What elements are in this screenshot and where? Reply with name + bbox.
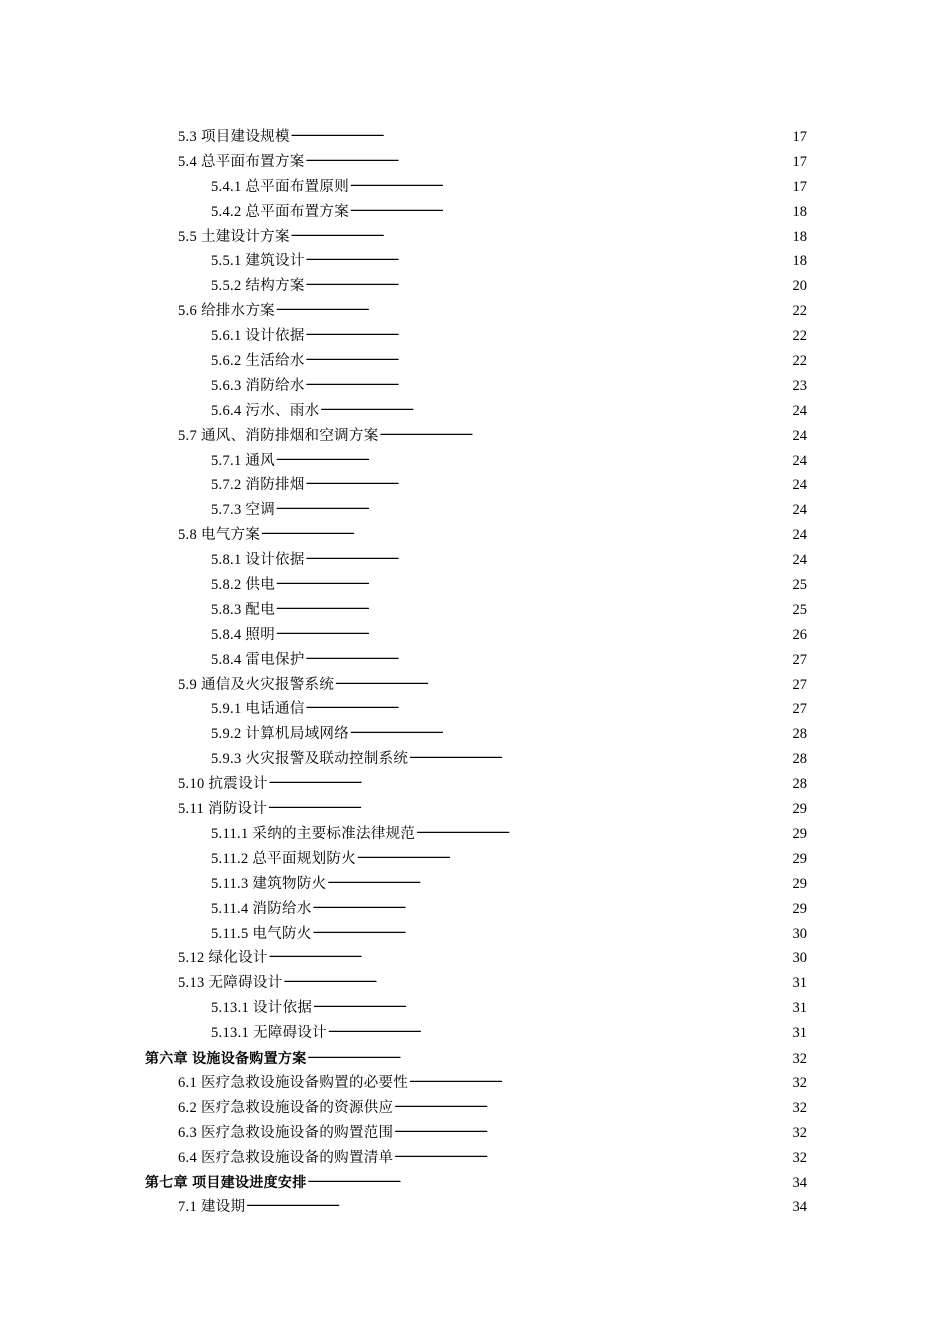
toc-dot-leader — [306, 550, 792, 564]
toc-page-number: 32 — [792, 1124, 807, 1141]
toc-entry[interactable] — [0, 722, 950, 747]
toc-entry-title: 5.13.1 设计依据 — [211, 1000, 313, 1017]
toc-entry[interactable] — [0, 374, 950, 399]
toc-entry[interactable] — [0, 697, 950, 722]
toc-page-number: 24 — [792, 427, 807, 444]
toc-page-number: 30 — [792, 925, 807, 942]
toc-entry[interactable] — [0, 598, 950, 623]
toc-dot-leader — [394, 1123, 791, 1137]
toc-page-number: 28 — [792, 751, 807, 768]
toc-entry-title: 5.4 总平面布置方案 — [178, 153, 305, 170]
toc-entry-title: 5.9.3 火灾报警及联动控制系统 — [211, 751, 409, 768]
toc-entry[interactable] — [0, 1021, 950, 1046]
toc-entry-title: 5.8.2 供电 — [211, 577, 276, 594]
toc-dot-leader — [269, 774, 792, 788]
toc-entry[interactable] — [0, 822, 950, 847]
toc-page-number: 25 — [792, 601, 807, 618]
toc-entry[interactable] — [0, 897, 950, 922]
toc-entry-title: 5.11.4 消防给水 — [211, 900, 312, 917]
toc-entry[interactable] — [0, 150, 950, 175]
toc-entry-title: 5.11.2 总平面规划防火 — [211, 850, 357, 867]
toc-dot-leader — [276, 600, 791, 614]
toc-entry-title: 5.11.1 采纳的主要标准法律规范 — [211, 825, 416, 842]
toc-dot-leader — [276, 451, 791, 465]
toc-chapter-entry[interactable] — [0, 1046, 950, 1071]
toc-entry[interactable] — [0, 623, 950, 648]
toc-entry[interactable] — [0, 523, 950, 548]
toc-entry-title: 5.5.2 结构方案 — [211, 278, 305, 295]
toc-page-number: 34 — [792, 1199, 807, 1216]
toc-page-number: 31 — [792, 975, 807, 992]
toc-entry-title: 5.9.2 计算机局域网络 — [211, 726, 350, 743]
toc-entry[interactable] — [0, 449, 950, 474]
toc-page-number: 22 — [792, 303, 807, 320]
toc-dot-leader — [276, 500, 791, 514]
toc-dot-leader — [306, 650, 792, 664]
toc-entry[interactable] — [0, 399, 950, 424]
toc-entry[interactable] — [0, 299, 950, 324]
toc-page-number: 27 — [792, 651, 807, 668]
toc-entry-title: 5.10 抗震设计 — [178, 776, 268, 793]
toc-page-number: 25 — [792, 577, 807, 594]
toc-entry-title: 5.6.3 消防给水 — [211, 377, 305, 394]
toc-entry[interactable] — [0, 249, 950, 274]
toc-entry-title: 5.6.4 污水、雨水 — [211, 402, 320, 419]
toc-dot-leader — [276, 575, 791, 589]
toc-entry-title: 5.7.2 消防排烟 — [211, 477, 305, 494]
toc-entry-title: 5.8.3 配电 — [211, 601, 276, 618]
toc-entry[interactable] — [0, 1096, 950, 1121]
toc-page-number: 22 — [792, 353, 807, 370]
toc-dot-leader — [313, 899, 792, 913]
toc-dot-leader — [291, 127, 792, 141]
toc-entry[interactable] — [0, 971, 950, 996]
toc-entry[interactable] — [0, 747, 950, 772]
toc-dot-leader — [328, 1023, 792, 1037]
toc-entry-title: 6.2 医疗急救设施设备的资源供应 — [178, 1099, 394, 1116]
toc-entry-title: 5.8 电气方案 — [178, 527, 261, 544]
table-of-contents — [0, 125, 950, 1220]
toc-dot-leader — [357, 849, 791, 863]
toc-entry-title: 5.9 通信及火灾报警系统 — [178, 676, 335, 693]
toc-page-number: 27 — [792, 676, 807, 693]
toc-dot-leader — [306, 475, 792, 489]
toc-entry-title: 5.6.2 生活给水 — [211, 353, 305, 370]
toc-dot-leader — [261, 525, 791, 539]
toc-dot-leader — [284, 973, 792, 987]
toc-entry-title: 5.5.1 建筑设计 — [211, 253, 305, 270]
toc-dot-leader — [291, 227, 792, 241]
toc-entry[interactable] — [0, 548, 950, 573]
toc-entry-title: 5.3 项目建设规模 — [178, 129, 290, 145]
toc-entry[interactable] — [0, 1195, 950, 1220]
toc-page-number: 28 — [792, 726, 807, 743]
toc-entry-title: 5.4.2 总平面布置方案 — [211, 203, 350, 220]
toc-dot-leader — [409, 1073, 791, 1087]
toc-dot-leader — [313, 998, 791, 1012]
toc-page-number: 23 — [792, 377, 807, 394]
toc-dot-leader — [306, 251, 792, 265]
toc-entry[interactable] — [0, 225, 950, 250]
toc-dot-leader — [350, 177, 791, 191]
toc-page-number: 24 — [792, 527, 807, 544]
toc-entry-title: 5.12 绿化设计 — [178, 950, 268, 967]
toc-entry[interactable] — [0, 424, 950, 449]
toc-entry-title: 7.1 建设期 — [178, 1199, 246, 1216]
toc-page-number: 31 — [792, 1000, 807, 1017]
toc-dot-leader — [350, 202, 791, 216]
toc-entry-title: 5.11.5 电气防火 — [211, 925, 312, 942]
toc-dot-leader — [394, 1098, 791, 1112]
toc-dot-leader — [268, 799, 791, 813]
toc-page-number: 30 — [792, 950, 807, 967]
toc-dot-leader — [276, 301, 792, 315]
toc-dot-leader — [269, 948, 792, 962]
toc-page-number: 34 — [792, 1175, 807, 1192]
toc-entry-title: 5.8.4 雷电保护 — [211, 651, 305, 668]
toc-entry-title: 5.8.4 照明 — [211, 626, 276, 643]
toc-entry[interactable] — [0, 996, 950, 1021]
toc-entry[interactable] — [0, 1146, 950, 1171]
toc-entry[interactable] — [0, 872, 950, 897]
toc-chapter-entry[interactable] — [0, 1170, 950, 1195]
toc-page-number: 18 — [792, 253, 807, 270]
toc-entry-title: 5.9.1 电话通信 — [211, 701, 305, 718]
toc-page-number: 24 — [792, 552, 807, 569]
toc-entry[interactable] — [0, 125, 950, 150]
toc-entry[interactable] — [0, 473, 950, 498]
toc-dot-leader — [416, 824, 791, 838]
toc-entry-title: 5.11.3 建筑物防火 — [211, 875, 327, 892]
toc-entry[interactable] — [0, 175, 950, 200]
toc-dot-leader — [409, 749, 791, 763]
toc-page-number: 29 — [792, 825, 807, 842]
toc-entry-title: 5.8.1 设计依据 — [211, 552, 305, 569]
toc-dot-leader — [308, 1049, 792, 1063]
toc-entry-title: 6.3 医疗急救设施设备的购置范围 — [178, 1124, 394, 1141]
toc-entry[interactable] — [0, 1071, 950, 1096]
toc-page-number: 22 — [792, 328, 807, 345]
toc-dot-leader — [306, 152, 792, 166]
toc-page-number: 17 — [792, 129, 807, 145]
toc-entry[interactable] — [0, 200, 950, 225]
toc-entry-title: 6.1 医疗急救设施设备购置的必要性 — [178, 1074, 409, 1091]
toc-dot-leader — [327, 874, 791, 888]
toc-entry-title: 5.4.1 总平面布置原则 — [211, 178, 350, 195]
toc-page-number: 32 — [792, 1050, 807, 1067]
toc-entry[interactable] — [0, 673, 950, 698]
toc-entry-title: 5.7.1 通风 — [211, 452, 276, 469]
toc-entry[interactable] — [0, 1121, 950, 1146]
toc-page-number: 32 — [792, 1099, 807, 1116]
toc-dot-leader — [308, 1173, 792, 1187]
toc-page-number: 24 — [792, 452, 807, 469]
toc-dot-leader — [335, 675, 791, 689]
toc-page-number: 24 — [792, 477, 807, 494]
toc-entry[interactable] — [0, 573, 950, 598]
toc-page-number: 24 — [792, 502, 807, 519]
toc-page-number: 32 — [792, 1149, 807, 1166]
toc-entry-title: 5.5 土建设计方案 — [178, 228, 290, 245]
toc-dot-leader — [306, 699, 792, 713]
toc-entry-title: 5.13.1 无障碍设计 — [211, 1025, 327, 1042]
toc-page-number: 17 — [792, 153, 807, 170]
toc-page-number: 18 — [792, 203, 807, 220]
toc-entry-title: 第七章 项目建设进度安排 — [145, 1174, 307, 1191]
toc-entry[interactable] — [0, 922, 950, 947]
toc-page-number: 18 — [792, 228, 807, 245]
toc-dot-leader — [246, 1197, 791, 1211]
toc-dot-leader — [306, 276, 792, 290]
toc-entry[interactable] — [0, 847, 950, 872]
toc-page-number: 29 — [792, 875, 807, 892]
toc-entry[interactable] — [0, 274, 950, 299]
toc-entry-title: 第六章 设施设备购置方案 — [145, 1049, 307, 1066]
toc-entry-title: 6.4 医疗急救设施设备的购置清单 — [178, 1149, 394, 1166]
toc-entry[interactable] — [0, 498, 950, 523]
toc-entry-title: 5.6 给排水方案 — [178, 303, 275, 320]
toc-page-number: 20 — [792, 278, 807, 295]
toc-entry[interactable] — [0, 349, 950, 374]
toc-dot-leader — [394, 1148, 791, 1162]
toc-dot-leader — [320, 401, 791, 415]
toc-dot-leader — [306, 351, 792, 365]
toc-entry[interactable] — [0, 324, 950, 349]
toc-page-number: 32 — [792, 1074, 807, 1091]
toc-entry-title: 5.13 无障碍设计 — [178, 975, 283, 992]
toc-dot-leader — [306, 376, 792, 390]
toc-page-number: 31 — [792, 1025, 807, 1042]
toc-page-number: 29 — [792, 900, 807, 917]
toc-page-number: 28 — [792, 776, 807, 793]
toc-entry[interactable] — [0, 946, 950, 971]
toc-entry-title: 5.7.3 空调 — [211, 502, 276, 519]
toc-entry-title: 5.6.1 设计依据 — [211, 328, 305, 345]
toc-page-number: 29 — [792, 850, 807, 867]
toc-dot-leader — [276, 625, 791, 639]
toc-dot-leader — [350, 724, 791, 738]
toc-entry[interactable] — [0, 797, 950, 822]
toc-dot-leader — [306, 326, 792, 340]
toc-page-number: 24 — [792, 402, 807, 419]
toc-entry-title: 5.7 通风、消防排烟和空调方案 — [178, 427, 379, 444]
toc-dot-leader — [313, 924, 792, 938]
toc-entry[interactable] — [0, 772, 950, 797]
toc-entry[interactable] — [0, 648, 950, 673]
toc-page-number: 17 — [792, 178, 807, 195]
toc-page-number: 29 — [792, 801, 807, 818]
toc-dot-leader — [380, 426, 792, 440]
toc-page-number: 27 — [792, 701, 807, 718]
toc-entry-title: 5.11 消防设计 — [178, 801, 268, 818]
toc-page-number: 26 — [792, 626, 807, 643]
